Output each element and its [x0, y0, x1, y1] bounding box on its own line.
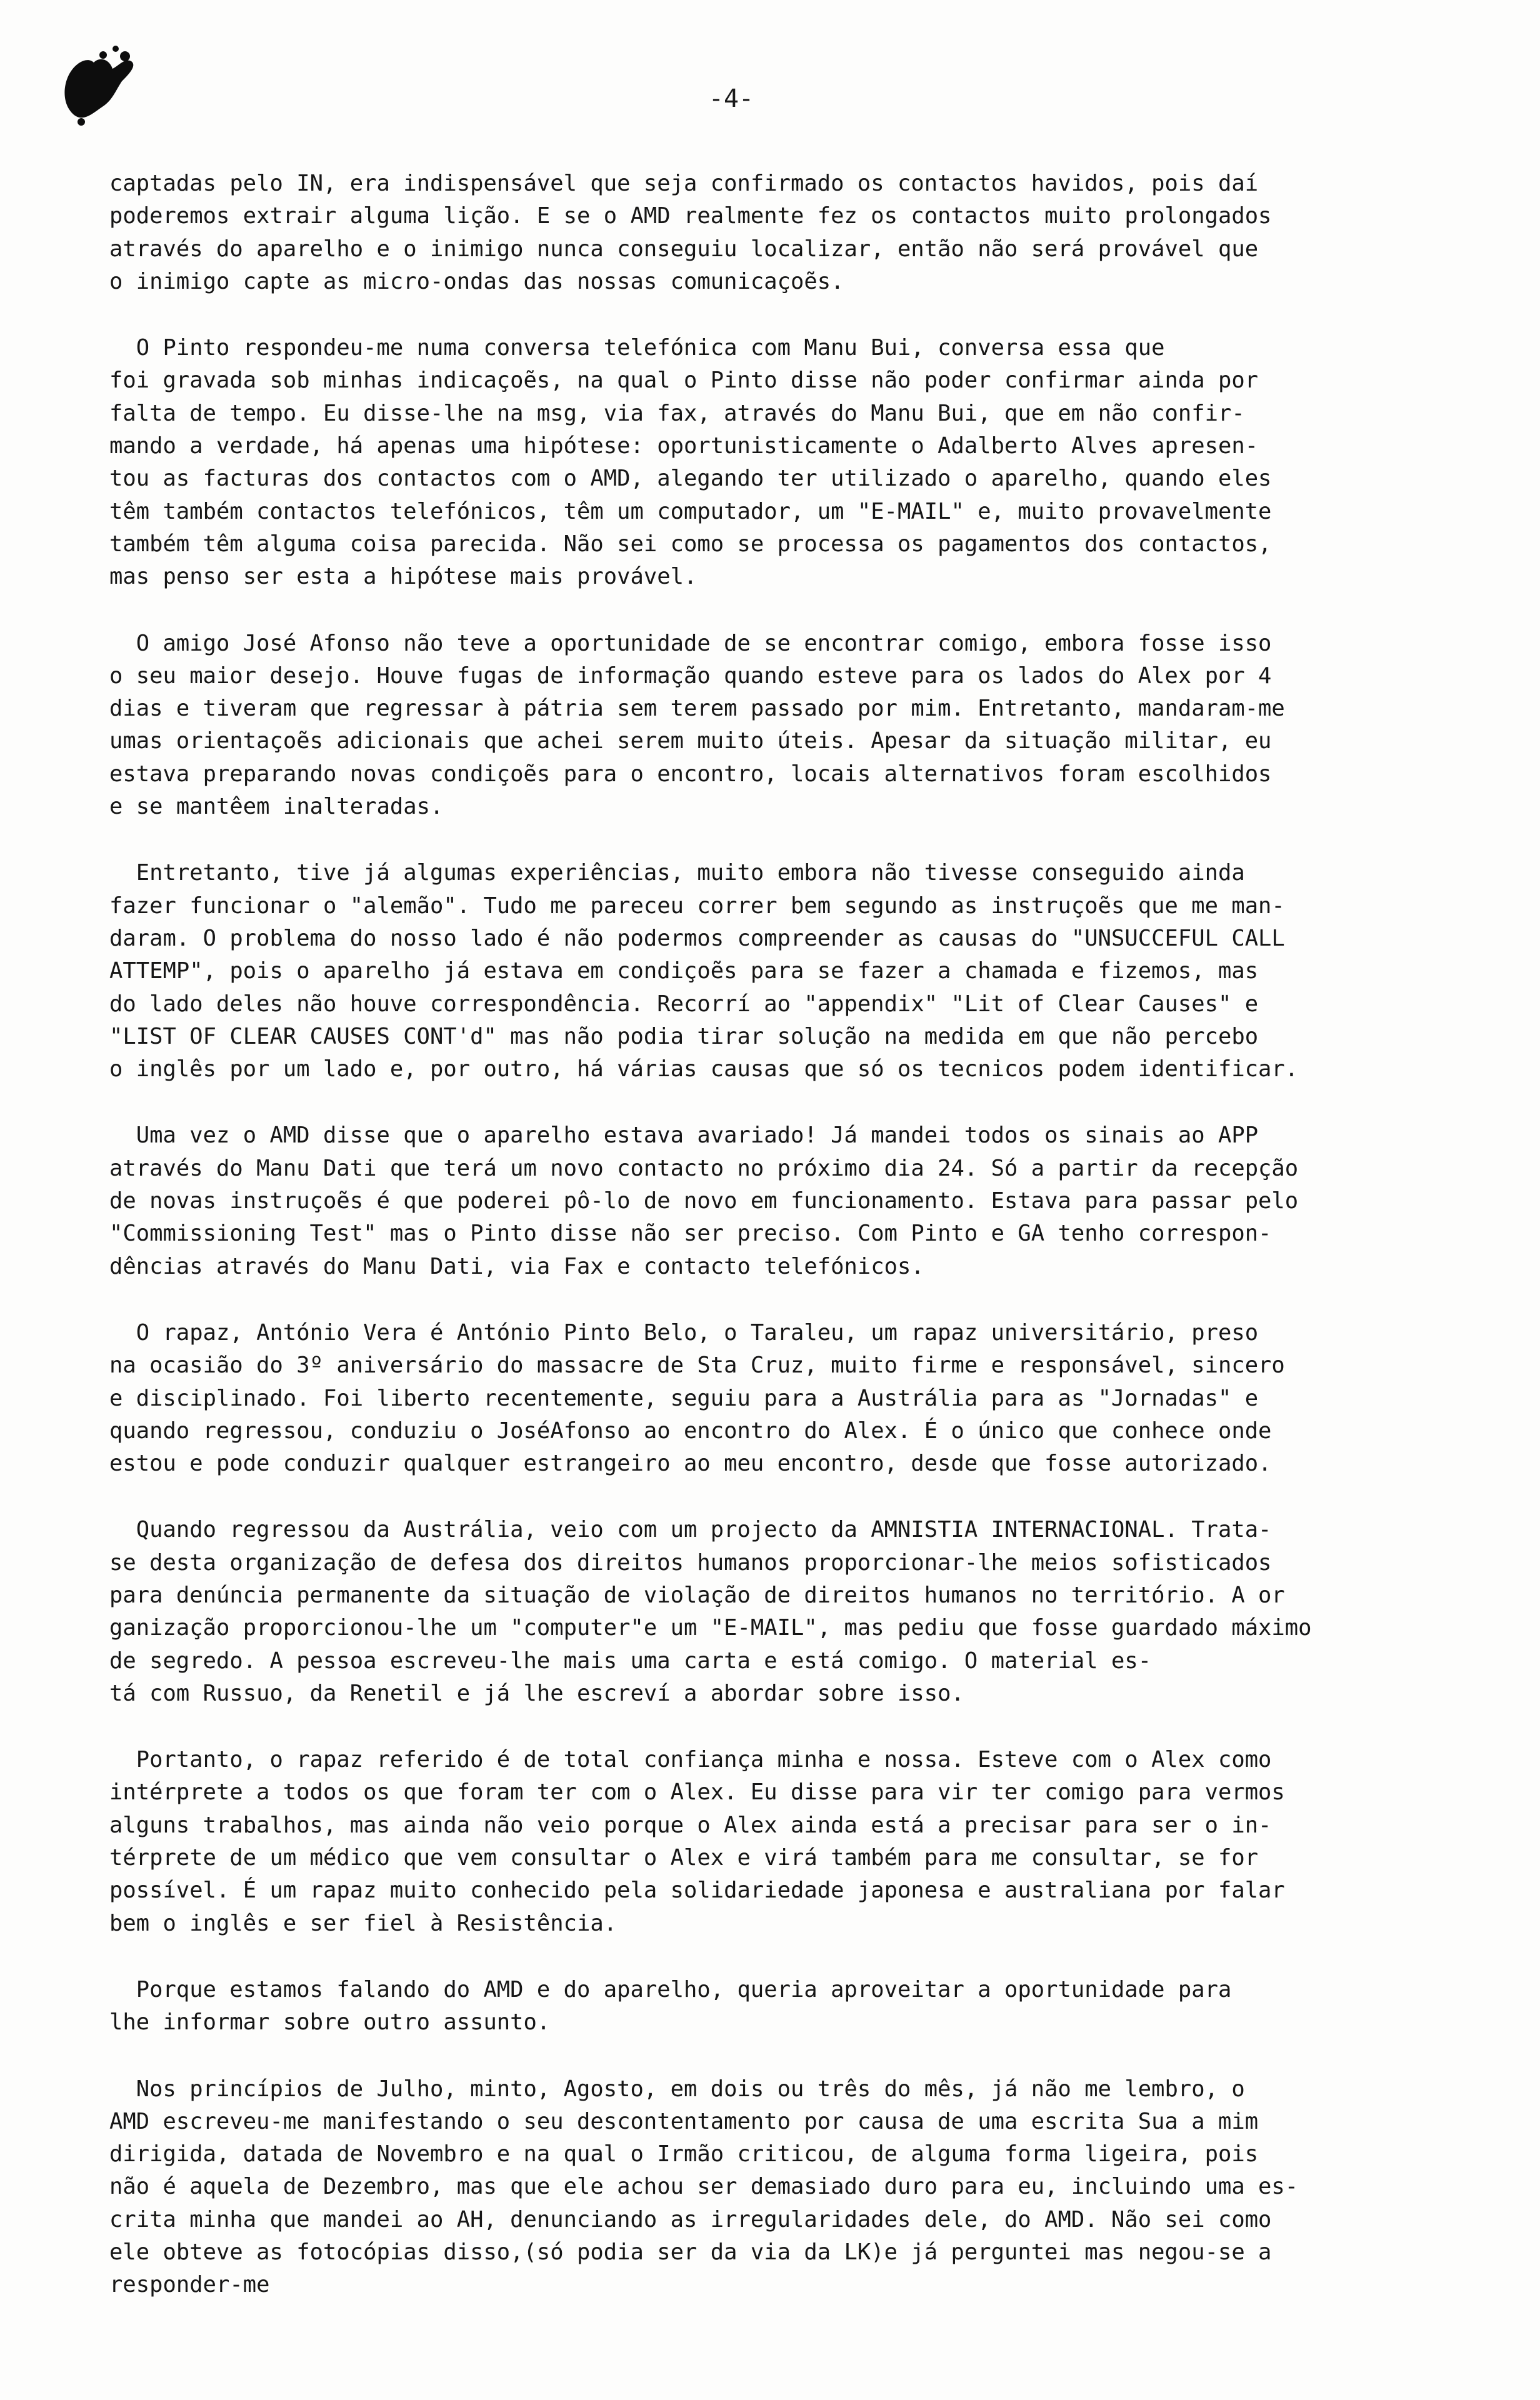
- text-line: ele obteve as fotocópias disso,(só podia ser da via da LK)e já perguntei mas negou-se a: [109, 2239, 1272, 2266]
- text-line: de segredo. A pessoa escreveu-lhe mais uma carta e está comigo. O material es-: [109, 1648, 1152, 1674]
- text-line: captadas pelo IN, era indispensável que seja confirmado os contactos havidos, pois daí: [109, 171, 1259, 196]
- text-line: Nos princípios de Julho, minto, Agosto, em dois ou três do mês, já não me lembro, o: [109, 2076, 1245, 2102]
- text-line: na ocasião do 3º aniversário do massacre de Sta Cruz, muito firme e responsável, sincero: [109, 1352, 1285, 1379]
- paragraph-1: [109, 168, 1466, 298]
- paragraph-10: [109, 2073, 1466, 2302]
- text-line: dirigida, datada de Novembro e na qual o Irmão criticou, de alguma forma ligeira, pois: [109, 2141, 1259, 2168]
- text-line: Portanto, o rapaz referido é de total confiança minha e nossa. Esteve com o Alex como: [109, 1747, 1272, 1773]
- text-line: através do aparelho e o inimigo nunca conseguiu localizar, então não será provável que: [109, 236, 1259, 262]
- text-line: ATTEMP", pois o aparelho já estava em condiçoẽs para se fazer a chamada e fizemos, mas: [109, 958, 1259, 984]
- paragraph-8: [109, 1744, 1466, 1940]
- text-line: de novas instruçoẽs é que poderei pô-lo de novo em funcionamento. Estava para passar pelo: [109, 1188, 1299, 1214]
- text-line: também têm alguma coisa parecida. Não sei como se processa os pagamentos dos contactos,: [109, 531, 1272, 557]
- text-line: têm também contactos telefónicos, têm um computador, um "E-MAIL" e, muito provavelmente: [109, 498, 1272, 524]
- text-line: fazer funcionar o "alemão". Tudo me pareceu correr bem segundo as instruçoẽs que me man-: [109, 892, 1285, 919]
- text-line: O rapaz, António Vera é António Pinto Belo, o Taraleu, um rapaz universitário, preso: [109, 1319, 1259, 1346]
- text-line: "Commissioning Test" mas o Pinto disse não ser preciso. Com Pinto e GA tenho correspon-: [109, 1221, 1272, 1247]
- text-line: tou as facturas dos contactos com o AMD, alegando ter utilizado o aparelho, quando eles: [109, 466, 1272, 492]
- ink-blot-mark: [44, 38, 144, 138]
- text-line: o inimigo capte as micro-ondas das nossas comunicaçoẽs.: [109, 268, 844, 294]
- text-line: Uma vez o AMD disse que o aparelho estava avariado! Já mandei todos os sinais ao APP: [109, 1122, 1259, 1149]
- text-line: ganização proporcionou-lhe um "computer"e um "E-MAIL", mas pediu que fosse guardado máximo: [109, 1615, 1312, 1641]
- text-line: dias e tiveram que regressar à pátria sem terem passado por mim. Entretanto, mandaram-me: [109, 696, 1285, 722]
- text-line: mas penso ser esta a hipótese mais provável.: [109, 564, 698, 590]
- text-line: Entretanto, tive já algumas experiências, muito embora não tivesse conseguido ainda: [109, 860, 1245, 886]
- text-line: não é aquela de Dezembro, mas que ele achou ser demasiado duro para eu, incluindo uma es-: [109, 2174, 1299, 2200]
- text-line: estava preparando novas condiçoẽs para o encontro, locais alternativos foram escolhidos: [109, 761, 1272, 787]
- text-line: quando regressou, conduziu o JoséAfonso ao encontro do Alex. É o único que conhece onde: [109, 1418, 1272, 1444]
- text-line: O amigo José Afonso não teve a oportunidade de se encontrar comigo, embora fosse isso: [109, 630, 1272, 656]
- text-line: tá com Russuo, da Renetil e já lhe escreví a abordar sobre isso.: [109, 1680, 964, 1706]
- text-line: intérprete a todos os que foram ter com o Alex. Eu disse para vir ter comigo para vermos: [109, 1779, 1285, 1806]
- text-line: responder-me: [109, 2272, 270, 2298]
- text-line: se desta organização de defesa dos direitos humanos proporcionar-lhe meios sofisticados: [109, 1549, 1272, 1576]
- text-line: lhe informar sobre outro assunto.: [109, 2009, 551, 2036]
- text-line: e disciplinado. Foi liberto recentemente, seguiu para a Austrália para as "Jornadas" e: [109, 1385, 1259, 1411]
- text-line: bem o inglês e ser fiel à Resistência.: [109, 1910, 618, 1936]
- text-line: o inglês por um lado e, por outro, há várias causas que só os tecnicos podem identificar.: [109, 1056, 1299, 1082]
- text-line: estou e pode conduzir qualquer estrangeiro ao meu encontro, desde que fosse autorizado.: [109, 1451, 1272, 1477]
- text-line: e se mantêem inalteradas.: [109, 794, 444, 820]
- text-line: daram. O problema do nosso lado é não podermos compreender as causas do "UNSUCCEFUL CALL: [109, 925, 1285, 951]
- text-line: foi gravada sob minhas indicaçoẽs, na qual o Pinto disse não poder confirmar ainda por: [109, 368, 1259, 394]
- text-line: "LIST OF CLEAR CAUSES CONT'd" mas não podia tirar solução na medida em que não percebo: [109, 1023, 1259, 1049]
- text-line: crita minha que mandei ao AH, denunciando as irregularidades dele, do AMD. Não sei como: [109, 2206, 1272, 2232]
- paragraph-5: [109, 1119, 1466, 1282]
- paragraph-2: [109, 332, 1466, 593]
- text-line: mando a verdade, há apenas uma hipótese: oportunisticamente o Adalberto Alves apresen-: [109, 433, 1259, 459]
- text-line: falta de tempo. Eu disse-lhe na msg, via fax, através do Manu Bui, que em não confir-: [109, 400, 1245, 426]
- paragraph-4: [109, 857, 1466, 1086]
- text-line: através do Manu Dati que terá um novo contacto no próximo dia 24. Só a partir da recepção: [109, 1155, 1299, 1181]
- text-line: umas orientaçoẽs adicionais que achei serem muito úteis. Apesar da situação militar, eu: [109, 728, 1272, 754]
- text-line: Porque estamos falando do AMD e do aparelho, queria aproveitar a oportunidade para: [109, 1976, 1232, 2002]
- text-line: para denúncia permanente da situação de violação de direitos humanos no território. A or: [109, 1582, 1285, 1608]
- text-line: poderemos extrair alguma lição. E se o AMD realmente fez os contactos muito prolongados: [109, 203, 1272, 229]
- text-line: do lado deles não houve correspondência. Recorrí ao "appendix" "Lit of Clear Causes" e: [109, 991, 1259, 1017]
- paragraph-9: [109, 1974, 1466, 2039]
- text-line: dências através do Manu Dati, via Fax e contacto telefónicos.: [109, 1253, 924, 1279]
- text-line: possível. É um rapaz muito conhecido pela solidariedade japonesa e australiana por falar: [109, 1878, 1285, 1904]
- page-number: -4-: [708, 84, 754, 113]
- text-line: AMD escreveu-me manifestando o seu descontentamento por causa de uma escrita Sua a mim: [109, 2108, 1259, 2134]
- text-line: O Pinto respondeu-me numa conversa telefónica com Manu Bui, conversa essa que: [109, 335, 1165, 361]
- text-line: térprete de um médico que vem consultar o Alex e virá também para me consultar, se for: [109, 1845, 1259, 1871]
- paragraph-7: [109, 1514, 1466, 1710]
- paragraph-6: [109, 1317, 1466, 1480]
- paragraph-3: [109, 628, 1466, 824]
- text-line: o seu maior desejo. Houve fugas de informação quando esteve para os lados do Alex por 4: [109, 662, 1272, 689]
- typewritten-letter-body: [109, 168, 1466, 2336]
- text-line: alguns trabalhos, mas ainda não veio porque o Alex ainda está a precisar para ser o in-: [109, 1812, 1272, 1838]
- text-line: Quando regressou da Austrália, veio com um projecto da AMNISTIA INTERNACIONAL. Trata-: [109, 1517, 1272, 1543]
